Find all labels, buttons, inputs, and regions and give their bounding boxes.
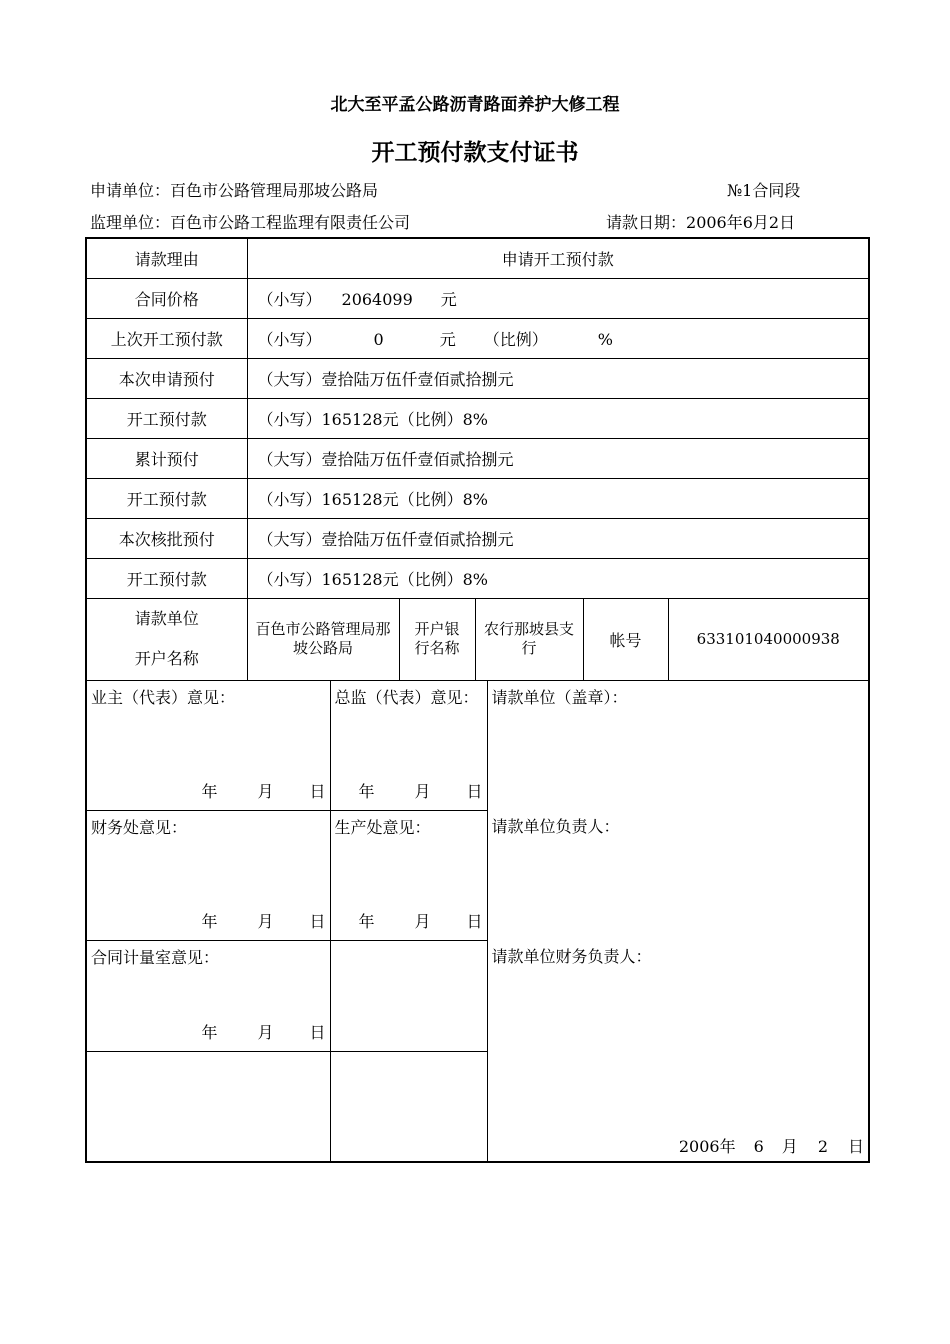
applicant-finance-head-label: 请款单位财务负责人：: [491, 947, 652, 966]
opinion-row-3: [86, 940, 869, 1051]
current-request-row-2: [86, 398, 869, 438]
previous-unit: 元: [439, 329, 456, 349]
previous-advance-label: 上次开工预付款: [86, 318, 247, 358]
account-number: 633101040000938: [668, 598, 869, 680]
reason-value: 申请开工预付款: [247, 238, 869, 278]
applicant-seal-label: 请款单位（盖章）：: [491, 687, 628, 707]
previous-advance-row: [86, 318, 869, 358]
approved-lower: （小写）165128元（比例）8%: [247, 558, 869, 598]
final-day: 2: [817, 1137, 828, 1156]
current-request-row-1: [86, 358, 869, 398]
supervisor-label: 监理单位：: [90, 213, 171, 232]
price-row: [86, 278, 869, 318]
approved-row-1: [86, 518, 869, 558]
applicant-finance-head-cell: [487, 940, 869, 1162]
metering-opinion-label: 合同计量室意见：: [91, 947, 220, 967]
chief-supervisor-opinion-date: 年 月 日: [358, 781, 483, 801]
previous-advance-cell: [247, 318, 869, 358]
applicant-head-cell: [487, 810, 869, 940]
current-request-label-2: 开工预付款: [86, 398, 247, 438]
final-month: 6: [753, 1137, 764, 1156]
reason-label: 请款理由: [86, 238, 247, 278]
cumulative-label-2: 开工预付款: [86, 478, 247, 518]
current-request-upper: （大写）壹拾陆万伍仟壹佰贰拾捌元: [247, 358, 869, 398]
price-cell: [247, 278, 869, 318]
metering-opinion-date: 年 月 日: [201, 1022, 326, 1042]
bank-name-cell: [475, 598, 583, 680]
cumulative-upper: （大写）壹拾陆万伍仟壹佰贰拾捌元: [247, 438, 869, 478]
bank-account-label: [86, 598, 247, 680]
date-line: [606, 210, 795, 233]
chief-supervisor-opinion-cell: [330, 680, 487, 810]
metering-opinion-cell: [86, 940, 330, 1051]
cumulative-lower: （小写）165128元（比例）8%: [247, 478, 869, 518]
price-lower-label: （小写）: [257, 289, 322, 309]
current-request-label-1: 本次申请预付: [86, 358, 247, 398]
account-name: 百色市公路管理局那坡公路局: [255, 620, 391, 657]
cumulative-row-2: [86, 478, 869, 518]
contract-section: №1合同段: [727, 181, 801, 200]
approved-label-1: 本次核批预付: [86, 518, 247, 558]
final-date: 2006年 6 月 2 日: [678, 1137, 865, 1156]
bank-name-label-cell: [399, 598, 475, 680]
opinion-row-1: [86, 680, 869, 810]
cumulative-row-1: [86, 438, 869, 478]
bank-name: 农行那坡县支行: [483, 620, 574, 657]
opinion-row-2: [86, 810, 869, 940]
date-label: 请款日期：: [606, 213, 687, 232]
blank-opinion-cell: [330, 940, 487, 1051]
finance-opinion-cell: [86, 810, 330, 940]
previous-value: 0: [373, 329, 384, 349]
supervisor-line: [90, 210, 410, 233]
applicant-value: 百色市公路管理局那坡公路局: [170, 181, 379, 200]
approved-label-2: 开工预付款: [86, 558, 247, 598]
bank-name-label: 开户银行名称: [414, 620, 460, 657]
owner-opinion-date: 年 月 日: [201, 781, 326, 801]
bank-label-1: 请款单位: [134, 609, 199, 628]
document-title: 开工预付款支付证书: [371, 140, 579, 166]
owner-opinion-cell: [86, 680, 330, 810]
payment-certificate-table: [85, 237, 870, 1163]
bank-row: [86, 598, 869, 680]
previous-percent: %: [597, 329, 613, 349]
production-opinion-label: 生产处意见：: [334, 817, 431, 837]
applicant-label: 申请单位：: [90, 181, 171, 200]
applicant-head-label: 请款单位负责人：: [491, 817, 620, 836]
production-opinion-date: 年 月 日: [358, 911, 483, 931]
current-request-lower: （小写）165128元（比例）8%: [247, 398, 869, 438]
project-name: 北大至平孟公路沥青路面养护大修工程: [330, 95, 620, 115]
final-year: 2006: [678, 1137, 720, 1156]
bank-label-2: 开户名称: [134, 649, 199, 668]
blank-cell-left: [86, 1051, 330, 1162]
supervisor-value: 百色市公路工程监理有限责任公司: [170, 213, 411, 232]
cumulative-label-1: 累计预付: [86, 438, 247, 478]
applicant-seal-cell: [487, 680, 869, 810]
production-opinion-cell: [330, 810, 487, 940]
finance-opinion-label: 财务处意见：: [91, 817, 188, 837]
owner-opinion-label: 业主（代表）意见：: [91, 687, 236, 707]
blank-cell-middle: [330, 1051, 487, 1162]
chief-supervisor-opinion-label: 总监（代表）意见：: [334, 687, 479, 707]
approved-row-2: [86, 558, 869, 598]
account-name-cell: [247, 598, 399, 680]
price-value: 2064099: [341, 289, 413, 309]
reason-row: [86, 238, 869, 278]
account-number-label: 帐号: [583, 598, 668, 680]
finance-opinion-date: 年 月 日: [201, 911, 326, 931]
date-value: 2006年6月2日: [686, 213, 796, 232]
applicant-line: [90, 178, 378, 201]
previous-lower-label: （小写）: [257, 329, 322, 349]
previous-ratio-label: （比例）: [483, 329, 548, 349]
approved-upper: （大写）壹拾陆万伍仟壹佰贰拾捌元: [247, 518, 869, 558]
price-label: 合同价格: [86, 278, 247, 318]
price-unit: 元: [440, 289, 457, 309]
